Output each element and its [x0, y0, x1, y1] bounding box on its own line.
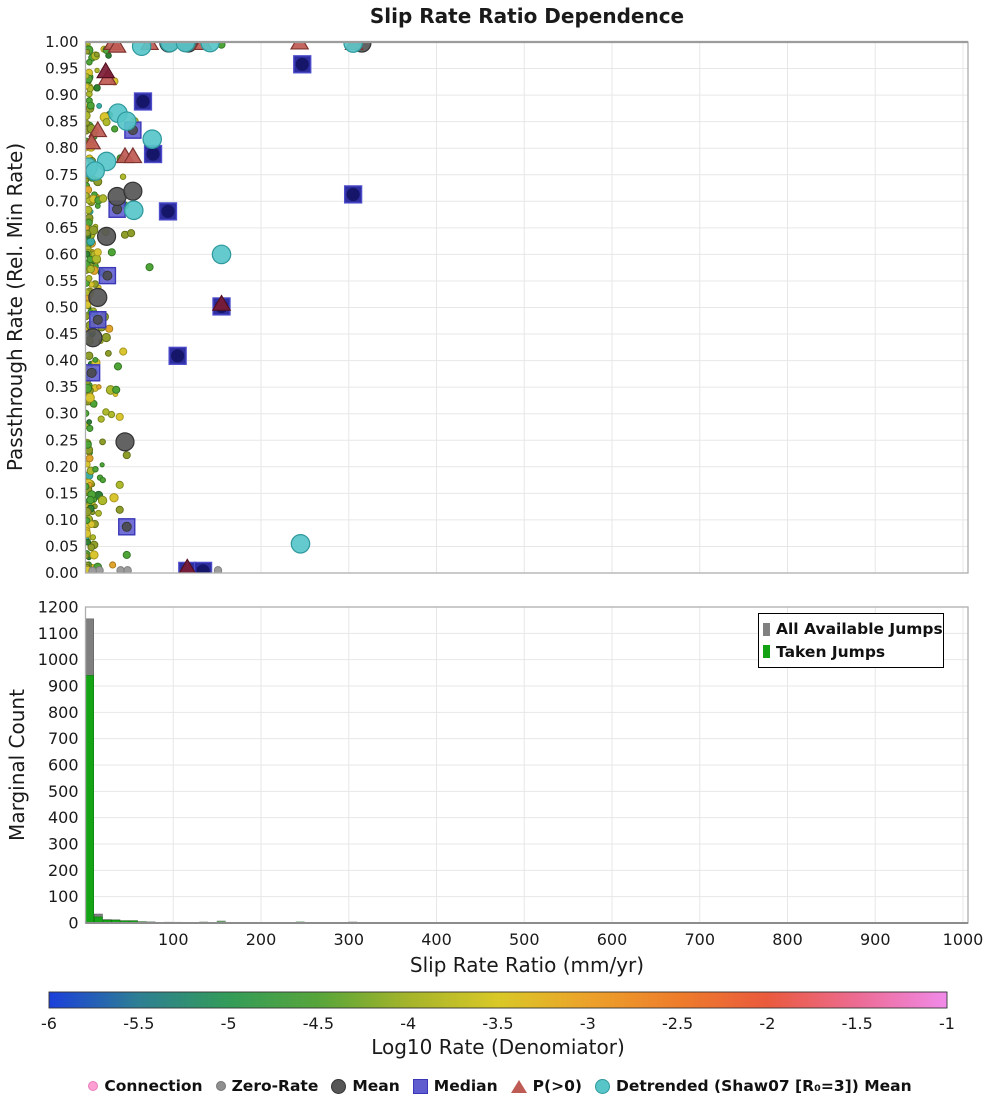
- top-y-tick-label: 0.40: [45, 351, 79, 370]
- dark-circle-icon: [331, 1079, 346, 1094]
- top-y-tick-label: 1.00: [45, 33, 79, 51]
- scatter-connection: [87, 265, 94, 272]
- scatter-connection: [97, 103, 102, 108]
- bottom-y-tick-label: 600: [47, 755, 79, 775]
- scatter-median-mean-inner: [171, 349, 184, 362]
- bottom-y-tick-label: 500: [47, 781, 79, 801]
- top-y-tick-label: 0.20: [45, 457, 79, 476]
- top-y-tick-label: 0.15: [45, 484, 79, 503]
- top-y-tick-label: 0.35: [45, 378, 79, 397]
- scatter-connection: [90, 535, 95, 540]
- top-y-tick-label: 0.90: [45, 86, 79, 105]
- scatter-median-inner-dot: [87, 368, 96, 377]
- scatter-connection: [123, 452, 130, 459]
- scatter-mean: [98, 227, 116, 245]
- scatter-connection: [116, 481, 123, 488]
- colorbar-label: Log10 Rate (Denomiator): [371, 1035, 625, 1059]
- scatter-connection: [94, 249, 101, 256]
- scatter-connection: [110, 494, 118, 502]
- scatter-connection: [103, 409, 109, 415]
- scatter-connection: [114, 363, 121, 370]
- bottom-y-tick-label: 900: [47, 676, 79, 696]
- top-y-tick-label: 0.00: [45, 564, 79, 582]
- scatter-connection: [105, 350, 111, 356]
- top-y-tick-label: 0.30: [45, 404, 79, 423]
- scatter-connection: [110, 562, 116, 568]
- x-tick-label: 600: [596, 930, 628, 949]
- scatter-connection: [106, 325, 113, 332]
- scatter-detrended-mean: [118, 112, 136, 130]
- scatter-connection: [84, 178, 89, 183]
- colorbar-tick-label: -1: [939, 1014, 955, 1033]
- legend-item-label: Zero-Rate: [231, 1077, 319, 1095]
- top-y-tick-label: 0.10: [45, 510, 79, 529]
- colorbar-tick-label: -3.5: [482, 1014, 514, 1033]
- colorbar-tick-label: -4: [400, 1014, 417, 1033]
- scatter-connection: [146, 264, 153, 271]
- scatter-connection: [97, 385, 102, 390]
- scatter-connection: [87, 425, 93, 431]
- colorbar-gradient: [49, 992, 947, 1008]
- top-y-axis-label: Passthrough Rate (Rel. Min Rate): [3, 142, 27, 472]
- scatter-connection: [94, 85, 101, 92]
- top-y-tick-label: 0.55: [45, 271, 79, 290]
- legend-item: [331, 1077, 399, 1095]
- scatter-connection: [113, 386, 120, 393]
- colorbar-tick-label: -1.5: [841, 1014, 873, 1033]
- scatter-connection: [98, 496, 107, 505]
- legend-item-label: Mean: [352, 1077, 400, 1095]
- histogram-legend: [758, 613, 944, 668]
- scatter-connection: [83, 553, 88, 558]
- scatter-median-mean-inner: [136, 95, 149, 108]
- legend-item-label: P(>0): [532, 1077, 582, 1095]
- x-tick-label: 1000: [942, 930, 984, 949]
- bottom-y-tick-label: 200: [47, 860, 79, 880]
- legend-item: [88, 1077, 202, 1095]
- colorbar-tick-label: -2.5: [661, 1014, 694, 1033]
- scatter-connection: [123, 551, 130, 558]
- bottom-y-tick-label: 700: [47, 729, 79, 749]
- scatter-median-mean-inner: [146, 147, 159, 160]
- scatter-connection: [116, 413, 123, 420]
- legend-item: [413, 1077, 498, 1095]
- top-y-tick-label: 0.25: [45, 431, 79, 450]
- x-tick-label: 300: [333, 930, 365, 949]
- cyan-circle-icon: [595, 1079, 610, 1094]
- scatter-connection: [87, 420, 92, 425]
- scatter-connection: [88, 544, 95, 551]
- scatter-connection: [100, 463, 104, 467]
- legend-item-label: Median: [433, 1077, 498, 1095]
- bottom-y-tick-label: 100: [47, 887, 79, 907]
- scatter-connection: [99, 195, 107, 203]
- scatter-connection: [93, 466, 99, 472]
- marker-legend: [0, 1073, 1000, 1099]
- x-tick-label: 400: [421, 930, 452, 949]
- bottom-y-tick-label: 1000: [37, 650, 79, 670]
- scatter-connection: [87, 102, 94, 109]
- legend-item: [595, 1077, 912, 1095]
- scatter-connection: [93, 357, 98, 362]
- top-y-tick-label: 0.45: [45, 325, 79, 344]
- scatter-mean: [116, 433, 134, 451]
- scatter-median-mean-inner: [347, 188, 360, 201]
- top-y-tick-label: 0.80: [45, 139, 79, 158]
- scatter-detrended-mean: [125, 201, 143, 219]
- bottom-y-tick-label: 1200: [37, 597, 79, 617]
- scatter-connection: [120, 174, 126, 180]
- x-tick-label: 200: [245, 930, 277, 949]
- legend-item: [511, 1077, 582, 1095]
- scatter-median-mean-inner: [161, 205, 174, 218]
- hist-legend-row: [763, 643, 939, 661]
- top-y-tick-label: 0.70: [45, 192, 79, 211]
- scatter-connection: [100, 477, 105, 482]
- scatter-detrended-mean: [132, 37, 150, 55]
- scatter-median-inner-dot: [122, 522, 131, 531]
- top-y-tick-label: 0.50: [45, 298, 79, 317]
- scatter-connection: [116, 506, 123, 513]
- hist-legend-swatch-icon: [763, 645, 770, 658]
- scatter-connection: [103, 119, 110, 126]
- bottom-y-tick-label: 400: [47, 808, 79, 828]
- scatter-connection: [87, 59, 93, 65]
- hist-legend-swatch-icon: [763, 623, 770, 636]
- scatter-median-mean-inner: [296, 58, 309, 71]
- scatter-median-inner-dot: [103, 271, 112, 280]
- scatter-detrended-mean: [291, 535, 309, 553]
- red-triangle-icon: [511, 1080, 527, 1093]
- blue-square-icon: [413, 1079, 428, 1094]
- bottom-y-tick-label: 1100: [37, 623, 79, 643]
- scatter-connection: [84, 74, 89, 79]
- x-tick-label: 100: [157, 930, 189, 949]
- scatter-connection: [85, 352, 93, 360]
- hist-legend-row: [763, 620, 943, 639]
- scatter-connection: [83, 384, 91, 392]
- scatter-connection: [128, 230, 135, 237]
- top-y-tick-label: 0.05: [45, 537, 79, 556]
- top-y-tick-label: 0.60: [45, 245, 79, 264]
- scatter-connection: [102, 333, 110, 341]
- chart-title: Slip Rate Ratio Dependence: [369, 4, 685, 28]
- scatter-connection: [120, 348, 127, 355]
- scatter-median-mean-inner: [196, 564, 209, 577]
- top-y-tick-label: 0.85: [45, 112, 79, 131]
- top-y-tick-label: 0.75: [45, 165, 79, 184]
- x-axis-label: Slip Rate Ratio (mm/yr): [409, 953, 645, 977]
- colorbar-tick-label: -5.5: [123, 1014, 155, 1033]
- scatter-connection: [90, 551, 98, 559]
- hist-bar-taken: [86, 675, 94, 923]
- scatter-mean: [124, 182, 142, 200]
- scatter-detrended-mean: [86, 162, 104, 180]
- top-y-tick-label: 0.65: [45, 218, 79, 237]
- legend-item: [216, 1077, 319, 1095]
- scatter-detrended-mean: [143, 130, 161, 148]
- colorbar-tick-label: -5: [220, 1014, 237, 1033]
- scatter-connection: [82, 508, 91, 517]
- bottom-y-tick-label: 800: [47, 702, 79, 722]
- scatter-connection: [108, 249, 115, 256]
- x-tick-label: 900: [859, 930, 891, 949]
- scatter-mean: [84, 329, 102, 347]
- scatter-median-inner-dot: [93, 315, 102, 324]
- top-scatter-panel: [45, 33, 968, 582]
- bottom-y-tick-label: 0: [68, 913, 79, 933]
- legend-item-label: Connection: [104, 1077, 203, 1095]
- scatter-connection: [86, 455, 93, 462]
- scatter-connection: [98, 416, 104, 422]
- scatter-connection: [87, 238, 95, 246]
- scatter-connection: [83, 530, 91, 538]
- scatter-detrended-mean: [212, 245, 230, 263]
- gray-dot-icon: [216, 1081, 226, 1091]
- scatter-mean: [89, 288, 107, 306]
- colorbar: [41, 992, 955, 1033]
- scatter-connection: [100, 439, 106, 445]
- hist-legend-label: Taken Jumps: [776, 642, 886, 661]
- scatter-connection: [86, 275, 92, 281]
- scatter-connection: [112, 126, 118, 132]
- x-tick-label: 800: [772, 930, 803, 949]
- x-tick-label: 500: [508, 930, 540, 949]
- pink-dot-icon: [88, 1081, 98, 1091]
- hist-legend-label: All Available Jumps: [776, 620, 943, 639]
- scatter-connection: [87, 496, 94, 503]
- scatter-connection: [96, 510, 102, 516]
- scatter-connection: [95, 68, 99, 72]
- top-y-tick-label: 0.95: [45, 59, 79, 78]
- colorbar-tick-label: -2: [759, 1014, 776, 1033]
- scatter-connection: [85, 393, 94, 402]
- x-tick-label: 700: [684, 930, 716, 949]
- colorbar-tick-label: -4.5: [302, 1014, 335, 1033]
- legend-item-label: Detrended (Shaw07 [R₀=3]) Mean: [615, 1077, 912, 1095]
- bottom-y-axis-label: Marginal Count: [5, 689, 29, 841]
- colorbar-tick-label: -6: [41, 1014, 57, 1033]
- scatter-connection: [94, 52, 99, 57]
- colorbar-tick-label: -3: [579, 1014, 596, 1033]
- bottom-y-tick-label: 300: [47, 834, 79, 854]
